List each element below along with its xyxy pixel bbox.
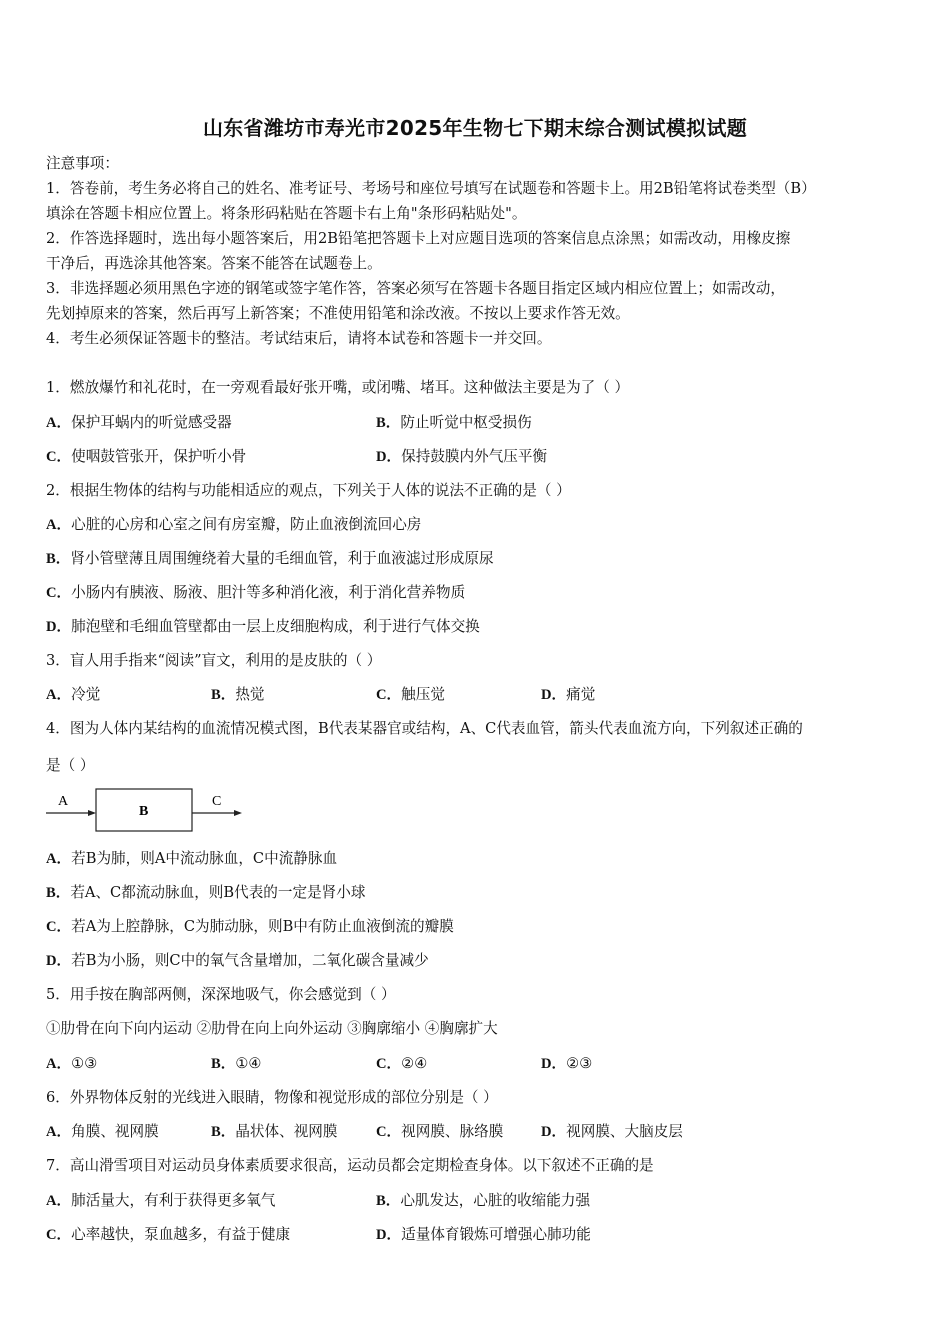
option-label: D． <box>541 687 567 703</box>
q5-option-b <box>211 1052 262 1073</box>
q6-option-c <box>376 1120 503 1141</box>
option-text: 若B为小肠，则C中的氧气含量增加，二氧化碳含量减少 <box>71 952 429 969</box>
option-label: D． <box>376 449 402 465</box>
option-text: 保护耳蜗内的听觉感受器 <box>71 414 232 431</box>
q1-option-b <box>376 411 532 432</box>
option-label: B． <box>46 551 71 567</box>
vessel-c-label: C <box>212 794 222 809</box>
option-label: B． <box>211 1124 236 1140</box>
inflow-arrow-head <box>88 810 96 816</box>
notice-line: 3．非选择题必须用黑色字迹的钢笔或签字笔作答，答案必须写在答题卡各题目指定区域内相应位置上；如需改动， <box>46 280 785 297</box>
option-text: ②④ <box>401 1055 428 1072</box>
option-label: C． <box>376 1056 402 1072</box>
notice-heading: 注意事项： <box>46 155 119 172</box>
notice-line: 4．考生必须保证答题卡的整洁。考试结束后，请将本试卷和答题卡一并交回。 <box>46 330 552 347</box>
option-text: 痛觉 <box>566 686 596 703</box>
option-label: B． <box>46 885 71 901</box>
q3-option-c <box>376 683 445 704</box>
notice-line: 2．作答选择题时，选出每小题答案后，用2B铅笔把答题卡上对应题目选项的答案信息点涂黑；如需改动，用橡皮擦 <box>46 230 791 247</box>
q2-option-d <box>46 615 480 636</box>
option-label: C． <box>46 1227 72 1243</box>
q1-option-c <box>46 445 246 466</box>
option-text: ②③ <box>566 1055 593 1072</box>
option-text: 肾小管壁薄且周围缠绕着大量的毛细血管，利于血液滤过形成原尿 <box>70 550 494 567</box>
option-label: B． <box>376 1193 401 1209</box>
q4-option-c <box>46 915 454 936</box>
q7-option-a <box>46 1189 275 1210</box>
q2-option-a <box>46 513 421 534</box>
organ-b-label: B <box>139 804 149 819</box>
option-text: 热觉 <box>235 686 265 703</box>
option-label: C． <box>46 449 72 465</box>
q7-option-d <box>376 1223 591 1244</box>
option-text: 触压觉 <box>401 686 445 703</box>
option-text: 角膜、视网膜 <box>71 1123 159 1140</box>
q4-option-b <box>46 881 365 902</box>
option-text: 若B为肺，则A中流动脉血，C中流静脉血 <box>71 850 338 867</box>
q6-option-b <box>211 1120 338 1141</box>
notice-line: 填涂在答题卡相应位置上。将条形码粘贴在答题卡右上角"条形码粘贴处"。 <box>46 205 527 222</box>
option-label: C． <box>46 585 72 601</box>
option-label: D． <box>541 1124 567 1140</box>
option-label: A． <box>46 687 72 703</box>
option-text: 保持鼓膜内外气压平衡 <box>401 448 548 465</box>
notice-line: 干净后，再选涂其他答案。答案不能答在试题卷上。 <box>46 255 382 272</box>
option-label: B． <box>211 687 236 703</box>
option-text: 肺活量大，有利于获得更多氧气 <box>71 1192 276 1209</box>
question-4-stem: 4．图为人体内某结构的血流情况模式图，B代表某器官或结构，A、C代表血管，箭头代表血流方向，下列叙述正确的 <box>46 720 803 737</box>
option-label: D． <box>46 619 72 635</box>
option-text: 适量体育锻炼可增强心肺功能 <box>401 1226 591 1243</box>
q1-option-a <box>46 411 232 432</box>
option-text: ①④ <box>235 1055 262 1072</box>
q1-option-d <box>376 445 547 466</box>
q3-option-d <box>541 683 595 704</box>
page-title: 山东省潍坊市寿光市2025年生物七下期末综合测试模拟试题 <box>202 116 748 140</box>
question-3-stem: 3．盲人用手指来“阅读”盲文，利用的是皮肤的（ ） <box>46 652 382 669</box>
question-7-stem: 7．高山滑雪项目对运动员身体素质要求很高，运动员都会定期检查身体。以下叙述不正确的是 <box>46 1157 654 1174</box>
option-text: 若A为上腔静脉，C为肺动脉，则B中有防止血液倒流的瓣膜 <box>71 918 454 935</box>
question-1-stem: 1．燃放爆竹和礼花时，在一旁观看最好张开嘴，或闭嘴、堵耳。这种做法主要是为了（ ） <box>46 379 630 396</box>
option-label: B． <box>376 415 401 431</box>
q7-option-c <box>46 1223 290 1244</box>
q3-option-b <box>211 683 265 704</box>
option-label: B． <box>211 1056 236 1072</box>
option-label: D． <box>46 953 72 969</box>
option-text: 心脏的心房和心室之间有房室瓣，防止血液倒流回心房 <box>71 516 422 533</box>
notice-line: 1．答卷前，考生务必将自己的姓名、准考证号、考场号和座位号填写在试题卷和答题卡上。用2B铅笔将试卷类型（B） <box>46 180 816 197</box>
option-label: C． <box>376 687 402 703</box>
option-text: 晶状体、视网膜 <box>235 1123 338 1140</box>
question-4-stem-cont: 是（ ） <box>46 757 95 774</box>
option-text: 冷觉 <box>71 686 101 703</box>
question-2-stem: 2．根据生物体的结构与功能相适应的观点，下列关于人体的说法不正确的是（ ） <box>46 482 571 499</box>
option-label: C． <box>376 1124 402 1140</box>
option-text: 心率越快，泵血越多，有益于健康 <box>71 1226 291 1243</box>
option-label: D． <box>376 1227 402 1243</box>
option-label: A． <box>46 517 72 533</box>
question-5-stem: 5．用手按在胸部两侧，深深地吸气，你会感觉到（ ） <box>46 986 396 1003</box>
option-label: C． <box>46 919 72 935</box>
option-label: A． <box>46 1056 72 1072</box>
option-text: 使咽鼓管张开，保护听小骨 <box>71 448 247 465</box>
q4-option-d <box>46 949 429 970</box>
q6-option-a <box>46 1120 159 1141</box>
blood-flow-diagram <box>44 786 244 834</box>
option-text: 若A、C都流动脉血，则B代表的一定是肾小球 <box>70 884 366 901</box>
q2-option-b <box>46 547 494 568</box>
option-label: A． <box>46 1124 72 1140</box>
option-text: 视网膜、脉络膜 <box>401 1123 504 1140</box>
q5-option-c <box>376 1052 427 1073</box>
option-label: A． <box>46 851 72 867</box>
q4-option-a <box>46 847 337 868</box>
question-5-items: ①肋骨在向下向内运动 ②肋骨在向上向外运动 ③胸廓缩小 ④胸廓扩大 <box>46 1020 498 1037</box>
vessel-a-label: A <box>58 794 69 809</box>
outflow-arrow-head <box>234 810 242 816</box>
option-text: 肺泡壁和毛细血管壁都由一层上皮细胞构成，利于进行气体交换 <box>71 618 480 635</box>
option-label: A． <box>46 1193 72 1209</box>
q6-option-d <box>541 1120 683 1141</box>
option-text: 视网膜、大脑皮层 <box>566 1123 683 1140</box>
q5-option-d <box>541 1052 592 1073</box>
notice-line: 先划掉原来的答案，然后再写上新答案；不准使用铅笔和涂改液。不按以上要求作答无效。 <box>46 305 630 322</box>
option-text: 防止听觉中枢受损伤 <box>400 414 532 431</box>
option-text: 心肌发达，心脏的收缩能力强 <box>400 1192 591 1209</box>
option-text: ①③ <box>71 1055 98 1072</box>
option-label: D． <box>541 1056 567 1072</box>
q7-option-b <box>376 1189 590 1210</box>
q3-option-a <box>46 683 100 704</box>
question-6-stem: 6．外界物体反射的光线进入眼睛，物像和视觉形成的部位分别是（ ） <box>46 1089 498 1106</box>
option-label: A． <box>46 415 72 431</box>
q2-option-c <box>46 581 465 602</box>
option-text: 小肠内有胰液、肠液、胆汁等多种消化液，利于消化营养物质 <box>71 584 466 601</box>
q5-option-a <box>46 1052 97 1073</box>
